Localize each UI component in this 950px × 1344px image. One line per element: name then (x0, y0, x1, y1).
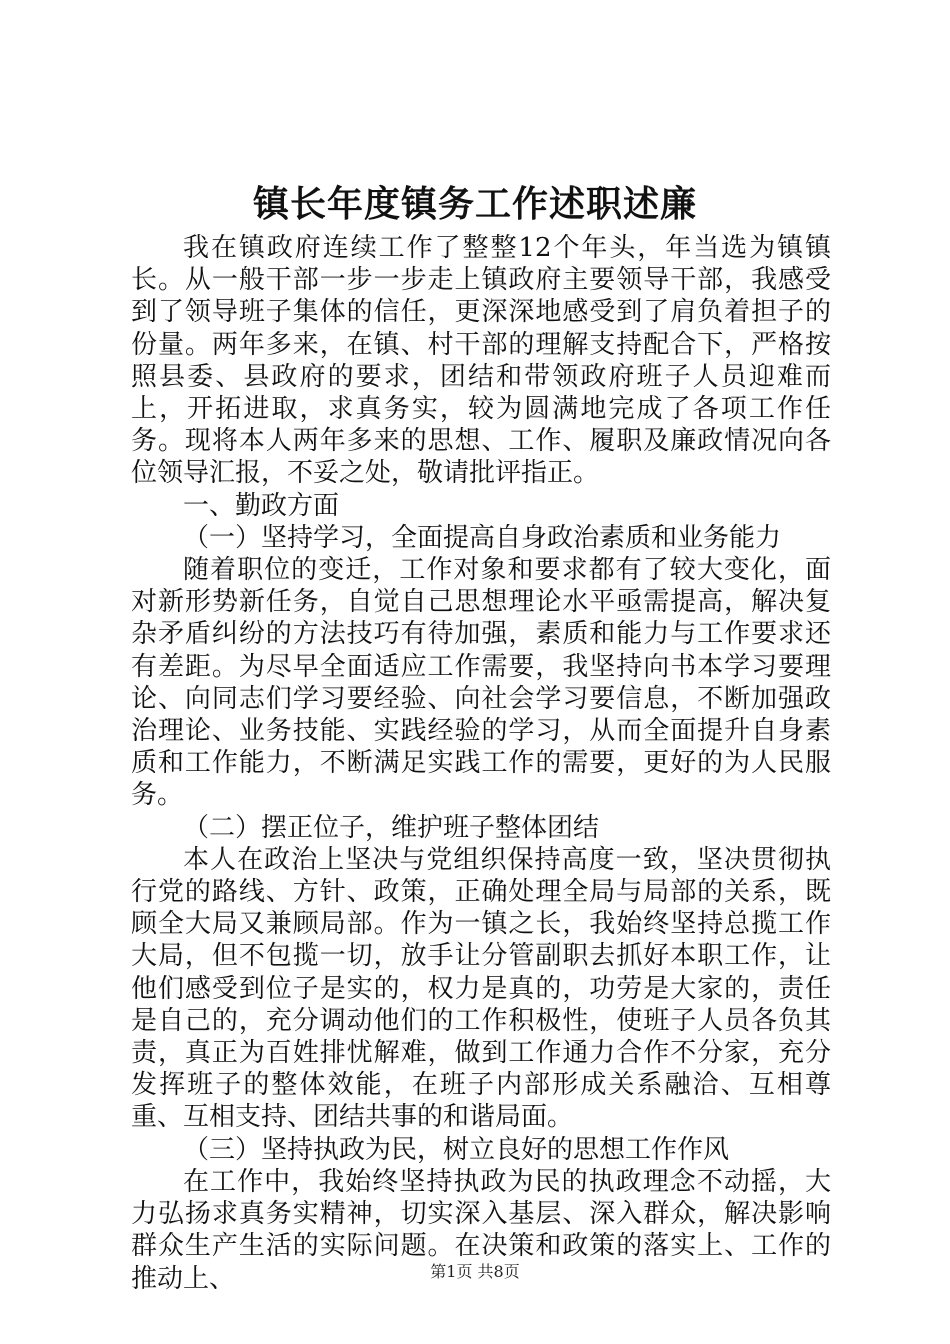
subsection-heading-study: （一）坚持学习，全面提高自身政治素质和业务能力 (183, 522, 782, 553)
document-body (131, 232, 831, 1295)
section-heading-diligence: 一、勤政方面 (183, 490, 340, 521)
paragraph-intro: 我在镇政府连续工作了整整12个年头，年当选为镇镇长。从一般干部一步一步走上镇政府主要领导干部，我感受到了领导班子集体的信任，更深深地感受到了肩负着担子的份量。两年多来，在镇、村干部的理解支持配合下，严格按照县委、县政府的要求，团结和带领政府班子人员迎难而上，开拓进取，求真务实，较为圆满地完成了各项工作任务。现将本人两年多来的思想、工作、履职及廉政情况向各位领导汇报，不妥之处，敬请批评指正。 (131, 233, 831, 489)
paragraph-unity: 本人在政治上坚决与党组织保持高度一致，坚决贯彻执行党的路线、方针、政策，正确处理全局与局部的关系，既顾全大局又兼顾局部。作为一镇之长，我始终坚持总揽工作大局，但不包揽一切，放手让分管副职去抓好本职工作，让他们感受到位子是实的，权力是真的，功劳是大家的，责任是自己的，充分调动他们的工作积极性，使班子人员各负其责，真正为百姓排忧解难，做到工作通力合作不分家，充分发挥班子的整体效能，在班子内部形成关系融洽、互相尊重、互相支持、团结共事的和谐局面。 (131, 844, 831, 1133)
paragraph-service: 在工作中，我始终坚持执政为民的执政理念不动摇，大力弘扬求真务实精神，切实深入基层、深入群众，解决影响群众生产生活的实际问题。在决策和政策的落实上、工作的推动上、 (131, 1166, 831, 1294)
page-number-footer: 第1页 共8页 (430, 1262, 520, 1281)
document-title: 镇长年度镇务工作述职述廉 (252, 183, 697, 225)
paragraph-study: 随着职位的变迁，工作对象和要求都有了较大变化，面对新形势新任务，自觉自己思想理论水平亟需提高，解决复杂矛盾纠纷的方法技巧有待加强，素质和能力与工作要求还有差距。为尽早全面适应工作需要，我坚持向书本学习要理论、向同志们学习要经验、向社会学习要信息，不断加强政治理论、业务技能、实践经验的学习，从而全面提升自身素质和工作能力，不断满足实践工作的需要，更好的为人民服务。 (131, 555, 831, 811)
subsection-heading-service: （三）坚持执政为民，树立良好的思想工作作风 (183, 1134, 730, 1165)
subsection-heading-unity: （二）摆正位子，维护班子整体团结 (183, 812, 600, 843)
